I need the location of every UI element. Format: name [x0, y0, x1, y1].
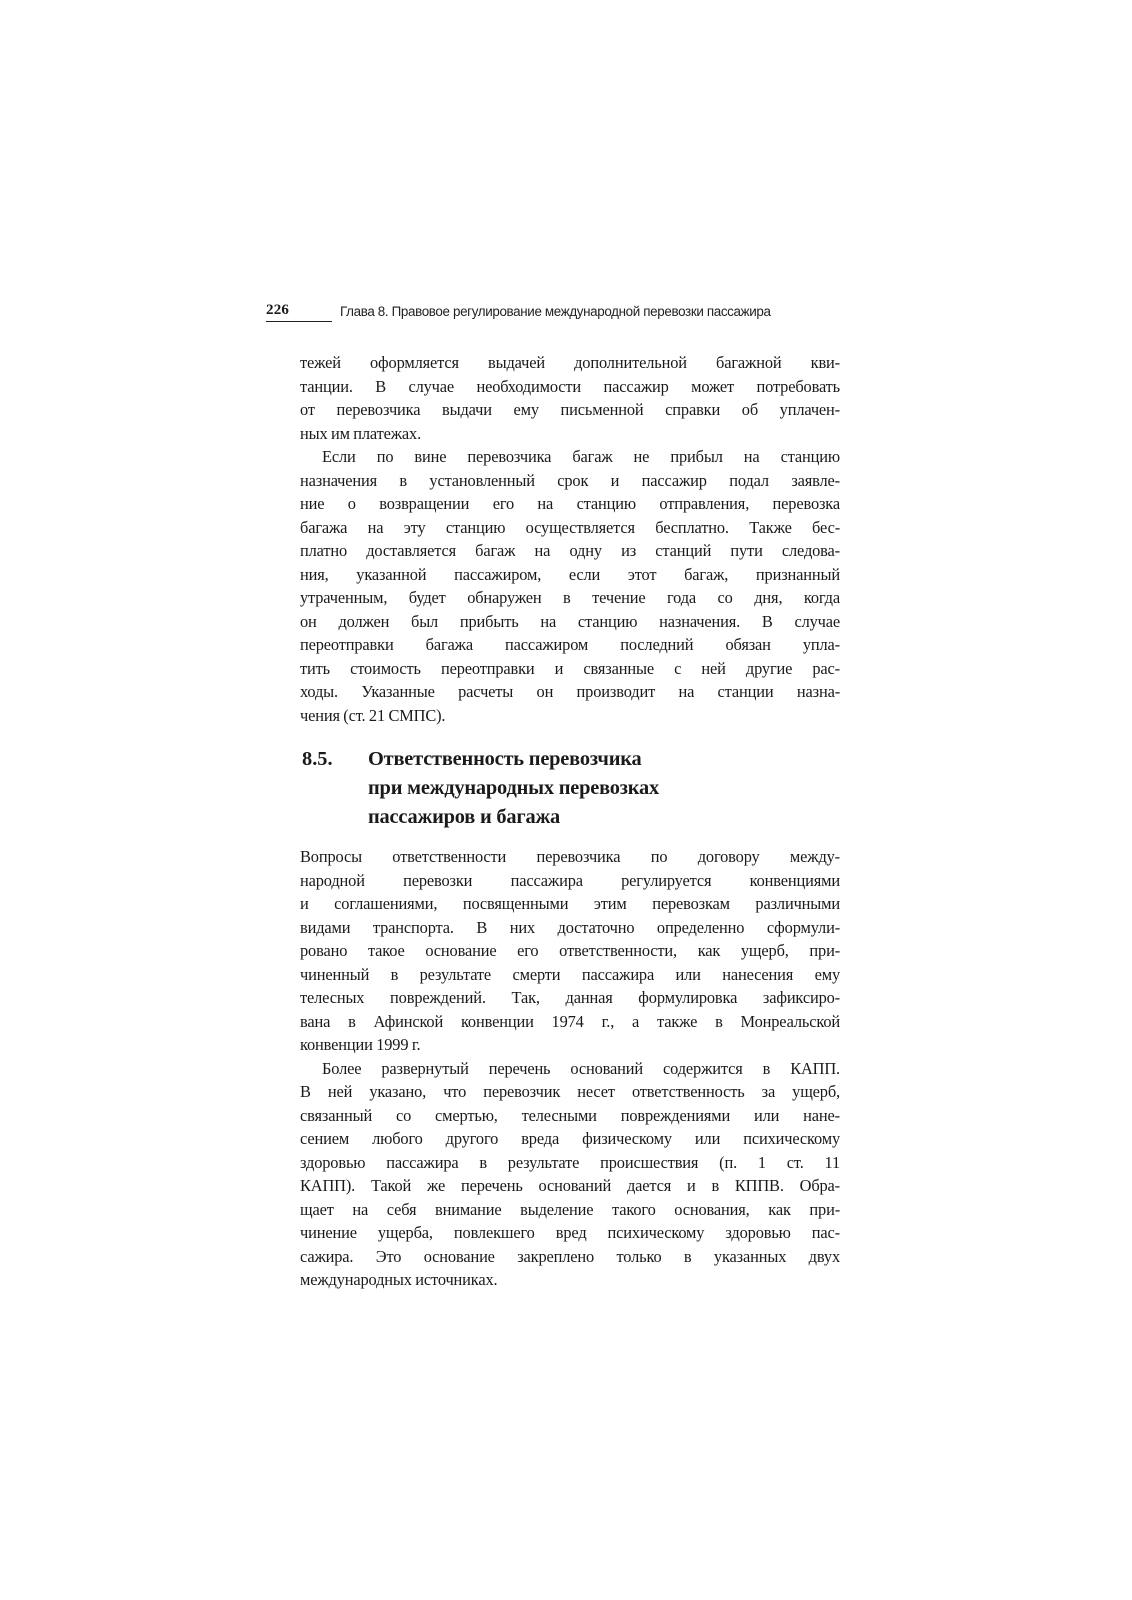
text-line: Более развернутый перечень оснований содержится в КАПП.: [322, 1058, 840, 1078]
text-block-after-section: [300, 845, 840, 1292]
text-line: народной перевозки пассажира регулируется конвенциями: [300, 870, 840, 890]
text-line: тежей оформляется выдачей дополнительной багажной кви-: [300, 353, 840, 372]
text-line: Если по вине перевозчика багаж не прибыл на станцию: [322, 447, 840, 466]
text-line: переотправки багажа пассажиром последний обязан упла-: [300, 635, 840, 654]
text-line: платно доставляется багаж на одну из станций пути следова-: [300, 541, 840, 560]
running-head: [266, 302, 856, 326]
text-line: телесных повреждений. Так, данная формулировка зафиксиро-: [300, 988, 840, 1007]
text-line: он должен был прибыть на станцию назначения. В случае: [300, 611, 840, 631]
text-line: ние о возвращении его на станцию отправления, перевозка: [300, 494, 840, 513]
text-line: танции. В случае необходимости пассажир может потребовать: [300, 376, 840, 396]
text-line: щает на себя внимание выделение такого основания, как при-: [300, 1199, 840, 1219]
header-rule: [266, 321, 332, 322]
text-line: чиненный в результате смерти пассажира или нанесения ему: [300, 964, 840, 984]
text-line: конвенции 1999 г.: [300, 1035, 421, 1054]
text-line: вана в Афинской конвенции 1974 г., а также в Монреальской: [300, 1011, 840, 1031]
text-line: КАПП). Такой же перечень оснований дается и в КППВ. Обра-: [300, 1176, 840, 1195]
section-number: 8.5.: [302, 748, 333, 770]
text-line: видами транспорта. В них достаточно определенно сформули-: [300, 917, 840, 937]
running-title: Глава 8. Правовое регулирование международной перевозки пассажира: [340, 304, 771, 319]
text-line: утраченным, будет обнаружен в течение года со дня, когда: [300, 588, 840, 607]
text-line: багажа на эту станцию осуществляется бесплатно. Также бес-: [300, 517, 840, 537]
text-line: сением любого другого вреда физическому или психическому: [300, 1129, 840, 1148]
section-title-line: Ответственность перевозчика: [368, 748, 642, 770]
text-line: чинение ущерба, повлекшего вред психическому здоровью пас-: [300, 1223, 840, 1242]
text-line: связанный со смертью, телесными повреждениями или нане-: [300, 1105, 840, 1125]
text-line: ных им платежах.: [300, 423, 422, 443]
text-line: тить стоимость переотправки и связанные с ней другие рас-: [300, 658, 840, 678]
text-line: международных источниках.: [300, 1270, 498, 1289]
page-number: 226: [266, 302, 290, 318]
text-line: ния, указанной пассажиром, если этот багаж, признанный: [300, 564, 840, 584]
text-line: от перевозчика выдачи ему письменной справки об уплачен-: [300, 400, 840, 419]
text-block-before-section: [300, 351, 840, 727]
section-title-line: пассажиров и багажа: [368, 806, 561, 828]
text-line: сажира. Это основание закреплено только в указанных двух: [300, 1246, 840, 1266]
text-line: здоровью пассажира в результате происшествия (п. 1 ст. 11: [300, 1152, 840, 1172]
text-line: ходы. Указанные расчеты он производит на станции назна-: [300, 682, 840, 701]
text-line: и соглашениями, посвященными этим перевозкам различными: [300, 894, 840, 913]
text-line: Вопросы ответственности перевозчика по договору между-: [300, 847, 840, 866]
section-title-line: при международных перевозках: [368, 777, 660, 799]
text-line: назначения в установленный срок и пассажир подал заявле-: [300, 470, 840, 490]
text-line: чения (ст. 21 СМПС).: [300, 705, 446, 725]
text-line: ровано такое основание его ответственности, как ущерб, при-: [300, 941, 840, 960]
text-line: В ней указано, что перевозчик несет ответственность за ущерб,: [300, 1082, 840, 1101]
